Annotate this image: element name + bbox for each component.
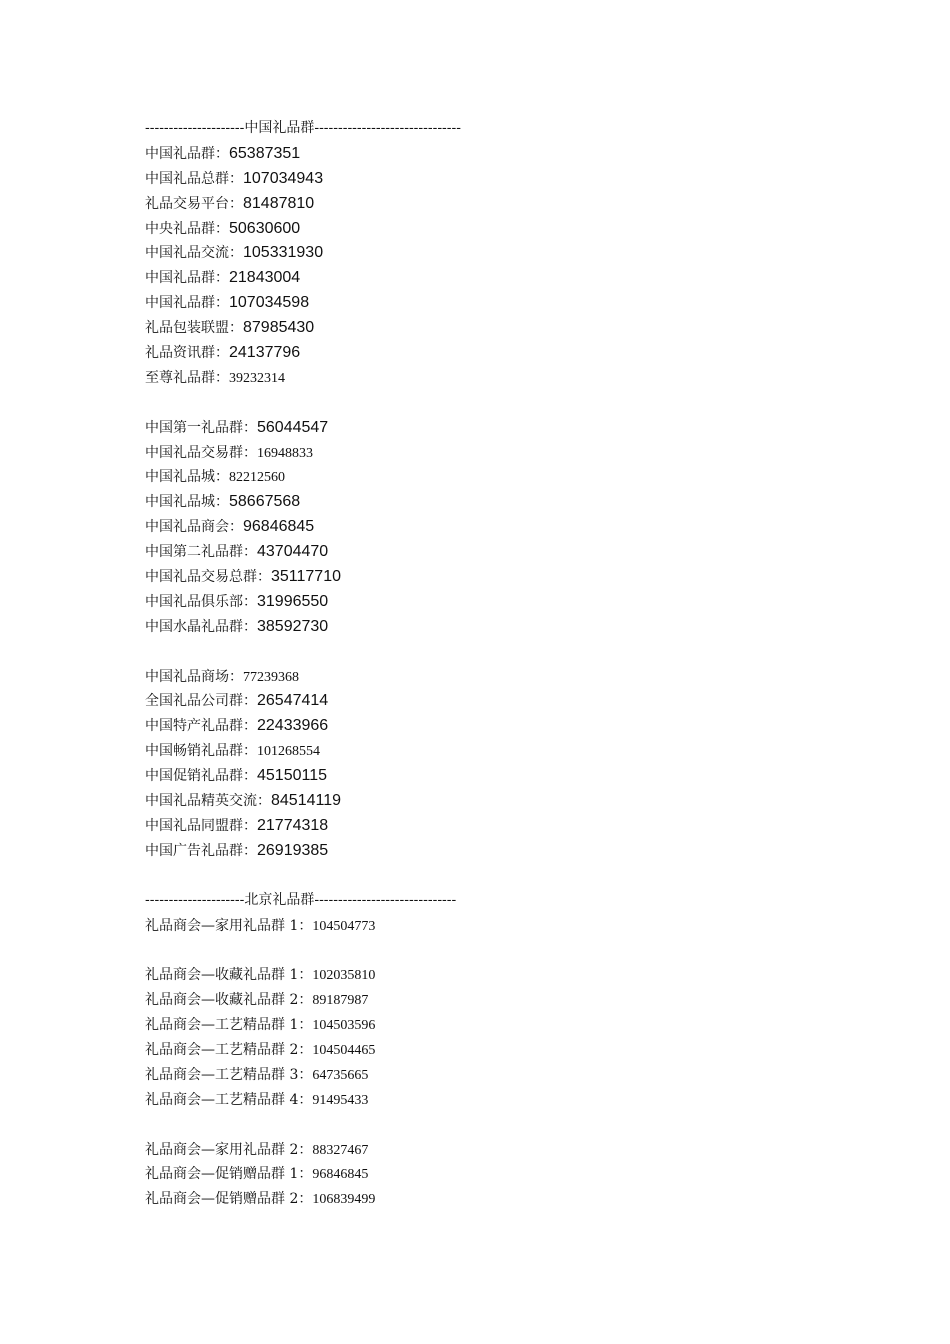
group-name: 礼品资讯群：: [145, 345, 229, 362]
group-number: 107034943: [243, 169, 324, 187]
blank-line: [145, 639, 845, 664]
group-entry: [145, 1062, 845, 1087]
group-name: 礼品商会—工艺精品群 2：: [145, 1041, 313, 1058]
group-name: 礼品包装联盟：: [145, 320, 243, 337]
group-entry: [145, 141, 845, 166]
group-entry: [145, 1186, 845, 1211]
group-name: 中央礼品群：: [145, 220, 229, 237]
group-number: 104504465: [312, 1042, 376, 1058]
group-number: 102035810: [312, 968, 376, 984]
blank-line: [145, 863, 845, 888]
group-number: 105331930: [243, 244, 324, 262]
group-entry: [145, 1161, 845, 1186]
group-name: 礼品商会—工艺精品群 3：: [145, 1066, 313, 1083]
group-entry: [145, 1012, 845, 1037]
group-name: 中国第一礼品群：: [145, 419, 257, 436]
group-name: 中国礼品群：: [145, 145, 229, 162]
group-number: 38592730: [257, 617, 329, 635]
blank-line: [145, 390, 845, 415]
group-number: 104503596: [312, 1018, 376, 1034]
group-entry: [145, 365, 845, 390]
group-name: 中国礼品交易群：: [145, 444, 257, 461]
section-header: ---------------------中国礼品群-------------------------------: [145, 120, 461, 136]
group-number: 77239368: [243, 669, 299, 685]
group-number: 82212560: [229, 470, 285, 486]
group-name: 中国特产礼品群：: [145, 718, 257, 735]
group-number: 87985430: [243, 319, 315, 337]
group-entry: [145, 415, 845, 440]
group-number: 65387351: [229, 144, 301, 162]
group-name: 中国广告礼品群：: [145, 842, 257, 859]
group-name: 中国礼品同盟群：: [145, 817, 257, 834]
group-entry: [145, 489, 845, 514]
group-entry: [145, 713, 845, 738]
group-name: 中国礼品群：: [145, 270, 229, 287]
group-number: 35117710: [271, 568, 341, 586]
blank-line: [145, 1112, 845, 1137]
group-entry: [145, 664, 845, 689]
group-entry: [145, 166, 845, 191]
group-entry: [145, 788, 845, 813]
group-name: 礼品商会—收藏礼品群 1：: [145, 967, 313, 984]
group-number: 107034598: [229, 294, 310, 312]
group-entry: [145, 514, 845, 539]
group-name: 中国水晶礼品群：: [145, 618, 257, 635]
group-name: 礼品商会—收藏礼品群 2：: [145, 992, 313, 1009]
group-entry: [145, 1137, 845, 1162]
group-entry: [145, 987, 845, 1012]
group-name: 中国礼品总群：: [145, 170, 243, 187]
group-name: 礼品商会—工艺精品群 1：: [145, 1017, 313, 1034]
group-number: 21843004: [229, 269, 301, 287]
group-number: 56044547: [257, 418, 329, 436]
group-number: 39232314: [229, 370, 285, 386]
group-name: 礼品商会—家用礼品群 2：: [145, 1141, 313, 1158]
group-entry: [145, 265, 845, 290]
group-number: 22433966: [257, 717, 329, 735]
blank-line: [145, 937, 845, 962]
group-entry: [145, 440, 845, 465]
group-name: 中国礼品城：: [145, 469, 229, 486]
group-entry: [145, 1037, 845, 1062]
group-number: 96846845: [243, 518, 315, 536]
group-name: 礼品商会—促销赠品群 1：: [145, 1166, 313, 1183]
section-header: ---------------------北京礼品群------------------------------: [145, 891, 457, 908]
group-name: 中国畅销礼品群：: [145, 743, 257, 760]
group-entry: [145, 763, 845, 788]
group-name: 礼品商会—家用礼品群 1：: [145, 917, 313, 934]
group-name: 礼品商会—工艺精品群 4：: [145, 1091, 313, 1108]
group-number: 31996550: [257, 592, 329, 610]
group-name: 中国礼品商会：: [145, 519, 243, 536]
group-number: 81487810: [243, 194, 315, 212]
group-number: 50630600: [229, 219, 301, 237]
group-entry: [145, 738, 845, 763]
group-name: 至尊礼品群：: [145, 369, 229, 386]
group-name: 全国礼品公司群：: [145, 693, 257, 710]
group-entry: [145, 216, 845, 241]
group-number: 24137796: [229, 344, 301, 362]
group-entry: [145, 539, 845, 564]
group-number: 89187987: [312, 993, 369, 1009]
group-name: 中国礼品精英交流：: [145, 793, 271, 810]
group-name: 中国礼品交流：: [145, 245, 243, 262]
group-name: 中国礼品城：: [145, 494, 229, 511]
group-entry: [145, 290, 845, 315]
group-number: 26547414: [257, 692, 329, 710]
group-entry: [145, 589, 845, 614]
group-entry: [145, 240, 845, 265]
group-name: 中国第二礼品群：: [145, 544, 257, 561]
group-name: 中国礼品交易总群：: [145, 569, 271, 586]
group-number: 101268554: [257, 744, 320, 760]
group-number: 91495433: [312, 1092, 369, 1108]
group-number: 26919385: [257, 841, 329, 859]
group-entry: [145, 813, 845, 838]
group-name: 中国礼品群：: [145, 295, 229, 312]
group-number: 16948833: [257, 445, 313, 461]
group-entry: [145, 464, 845, 489]
group-entry: [145, 315, 845, 340]
group-number: 106839499: [312, 1192, 376, 1208]
group-number: 45150115: [257, 767, 327, 785]
group-entry: [145, 962, 845, 987]
group-number: 58667568: [229, 493, 301, 511]
group-entry: [145, 564, 845, 589]
group-number: 21774318: [257, 816, 329, 834]
group-number: 64735665: [312, 1067, 369, 1083]
group-name: 礼品商会—促销赠品群 2：: [145, 1191, 313, 1208]
group-entry: [145, 913, 845, 938]
group-name: 中国礼品俱乐部：: [145, 593, 257, 610]
group-number: 104504773: [312, 918, 376, 934]
group-number: 96846845: [312, 1167, 369, 1183]
group-number: 43704470: [257, 543, 329, 561]
group-entry: [145, 1087, 845, 1112]
group-entry: [145, 191, 845, 216]
document-page: [145, 116, 845, 1211]
group-entry: [145, 340, 845, 365]
group-number: 88327467: [312, 1142, 369, 1158]
group-name: 礼品交易平台：: [145, 195, 243, 212]
group-name: 中国促销礼品群：: [145, 768, 257, 785]
group-entry: [145, 688, 845, 713]
group-name: 中国礼品商场：: [145, 668, 243, 685]
group-entry: [145, 838, 845, 863]
group-number: 84514119: [271, 792, 341, 810]
group-entry: [145, 614, 845, 639]
